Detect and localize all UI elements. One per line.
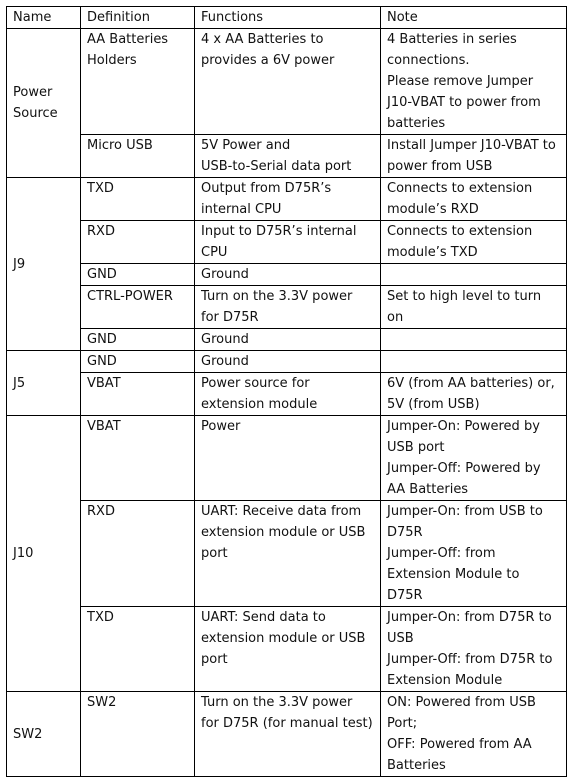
functions-cell-line: Ground [201,267,249,282]
group-name-cell [7,351,81,416]
functions-cell [195,221,381,264]
note-cell-line: 5V (from USB) [387,397,480,412]
table-row [7,373,567,416]
definition-cell [81,692,195,777]
note-cell [381,607,567,692]
note-cell-line: Extension Module to [387,567,520,582]
note-cell-line: USB [387,631,414,646]
functions-cell [195,692,381,777]
functions-cell [195,501,381,607]
functions-cell-line: for D75R (for manual test) [201,716,373,731]
definition-cell-line: GND [87,354,117,369]
definition-cell-line: RXD [87,504,115,519]
functions-cell [195,264,381,286]
functions-cell [195,178,381,221]
note-cell [381,264,567,286]
note-cell-line: Jumper-Off: Powered by [387,461,541,476]
definition-cell [81,178,195,221]
header-name: Name [7,7,81,29]
definition-cell-line: VBAT [87,376,121,391]
functions-cell-line: Output from D75R’s [201,181,332,196]
functions-cell-line: USB-to-Serial data port [201,159,352,174]
definition-cell [81,607,195,692]
note-cell-line: module’s RXD [387,202,479,217]
definition-cell-line: TXD [87,610,114,625]
definition-cell-line: AA Batteries [87,32,169,47]
definition-cell [81,416,195,501]
note-cell-line: Jumper-On: Powered by [387,419,540,434]
group-name-cell-line: J5 [13,375,26,391]
functions-cell [195,373,381,416]
note-cell-line: on [387,310,404,325]
group-name-cell-line: J10 [13,546,34,561]
definition-cell [81,135,195,178]
functions-cell-line: for D75R [201,310,259,325]
functions-cell-line: Ground [201,354,249,369]
functions-cell-line: extension module [201,397,318,412]
table-row [7,329,567,351]
definition-cell [81,264,195,286]
note-cell-line: Jumper-Off: from [387,546,496,561]
functions-cell-line: UART: Receive data from [201,504,362,519]
header-row [7,7,567,29]
table-row [7,351,567,373]
functions-cell-line: Power [201,419,241,434]
functions-cell-line: UART: Send data to [201,610,326,625]
group-name-cell-line: Power [13,85,53,100]
definition-cell-line: RXD [87,224,115,239]
note-cell-line: Please remove Jumper [387,74,534,89]
table-row [7,221,567,264]
table-body [7,29,567,777]
note-cell [381,692,567,777]
functions-cell-line: Turn on the 3.3V power [201,289,353,304]
table-row [7,692,567,777]
table-row [7,501,567,607]
note-cell-line: Jumper-On: from USB to [387,504,543,519]
note-cell-line: Set to high level to turn [387,289,542,304]
note-cell-line: Install Jumper J10-VBAT to [387,138,556,153]
definition-cell-line: TXD [87,181,114,196]
functions-cell-line: CPU [201,245,228,260]
definition-cell-line: SW2 [87,695,117,710]
group-name-cell [7,692,81,777]
definition-cell-line: Micro USB [87,138,153,153]
table-row [7,29,567,135]
table-row [7,416,567,501]
functions-cell-line: extension module or USB [201,525,366,540]
table-row [7,135,567,178]
functions-cell-line: Ground [201,332,249,347]
note-cell [381,351,567,373]
note-cell-line: batteries [387,116,446,131]
note-cell-line: module’s TXD [387,245,478,260]
definition-cell [81,373,195,416]
note-cell [381,221,567,264]
definition-cell-line: GND [87,267,117,282]
definition-cell [81,221,195,264]
functions-cell-line: port [201,546,228,561]
note-cell [381,501,567,607]
group-name-cell-line: J9 [13,256,26,272]
definition-cell [81,351,195,373]
note-cell [381,178,567,221]
note-cell-line: 4 Batteries in series [387,32,517,47]
functions-cell [195,329,381,351]
note-cell-line: Jumper-Off: from D75R to [387,652,553,667]
note-cell-line: D75R [387,525,423,540]
note-cell-line: Port; [387,716,418,731]
definition-cell [81,501,195,607]
table-row [7,178,567,221]
functions-cell [195,135,381,178]
definition-cell [81,29,195,135]
note-cell-line: connections. [387,53,470,68]
note-cell-line: power from USB [387,159,493,174]
header-note: Note [381,7,567,29]
note-cell [381,373,567,416]
note-cell-line: 6V (from AA batteries) or, [387,376,555,391]
note-cell-line: Jumper-On: from D75R to [387,610,552,625]
group-name-cell [7,178,81,351]
definition-cell [81,329,195,351]
functions-cell [195,351,381,373]
note-cell-line: OFF: Powered from AA [387,737,532,752]
functions-cell-line: provides a 6V power [201,53,335,68]
note-cell-line: J10-VBAT to power from [387,95,541,110]
group-name-cell [7,29,81,178]
functions-cell-line: Input to D75R’s internal [201,224,357,239]
definition-cell [81,286,195,329]
functions-cell-line: Power source for [201,376,310,391]
functions-cell-line: port [201,652,228,667]
note-cell-line: Connects to extension [387,181,533,196]
group-name-cell [7,416,81,692]
functions-cell-line: internal CPU [201,202,282,217]
table-row [7,286,567,329]
table-row [7,607,567,692]
functions-cell [195,416,381,501]
header-definition: Definition [81,7,195,29]
functions-cell [195,286,381,329]
table-row [7,264,567,286]
note-cell-line: D75R [387,588,423,603]
functions-cell-line: Turn on the 3.3V power [201,695,353,710]
header-functions: Functions [195,7,381,29]
definition-cell-line: VBAT [87,419,121,434]
definition-cell-line: CTRL-POWER [87,289,173,304]
note-cell [381,286,567,329]
note-cell [381,416,567,501]
note-cell-line: Batteries [387,758,446,773]
note-cell [381,29,567,135]
functions-cell [195,607,381,692]
functions-cell [195,29,381,135]
note-cell-line: USB port [387,440,445,455]
note-cell-line: AA Batteries [387,482,469,497]
functions-cell-line: 4 x AA Batteries to [201,32,324,47]
note-cell [381,329,567,351]
definition-cell-line: GND [87,332,117,347]
note-cell-line: Extension Module [387,673,503,688]
definition-cell-line: Holders [87,53,137,68]
spec-table-container [6,6,567,777]
functions-cell-line: extension module or USB [201,631,366,646]
group-name-cell-line: Source [13,106,58,121]
note-cell-line: ON: Powered from USB [387,695,536,710]
note-cell-line: Connects to extension [387,224,533,239]
pin-definition-table [6,6,567,777]
note-cell [381,135,567,178]
group-name-cell-line: SW2 [13,726,43,742]
functions-cell-line: 5V Power and [201,138,291,153]
